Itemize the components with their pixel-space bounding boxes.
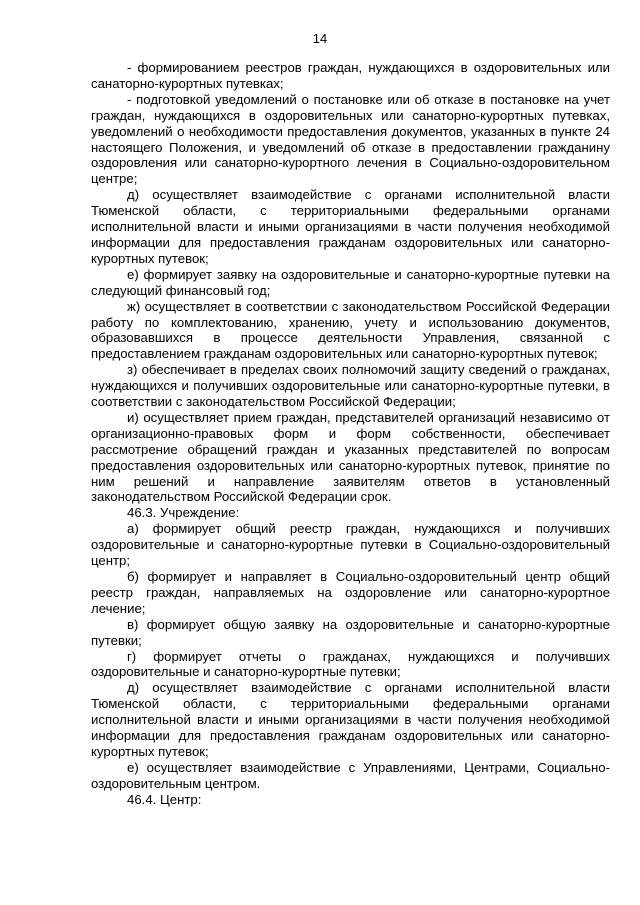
document-body <box>91 60 610 808</box>
paragraph-d-interaction-2: д) осуществляет взаимодействие с органами исполнительной власти Тюменской области, с территориальными федеральными органами исполнительной власти и иными организациями в части получения необходимой информации для предоставления гражданам оздоровительных или санаторно-курортных путевок; <box>91 680 610 759</box>
paragraph-d-interaction: д) осуществляет взаимодействие с органами исполнительной власти Тюменской области, с территориальными федеральными органами исполнительной власти и иными организациями в части получения необходимой информации для предоставления гражданам оздоровительных или санаторно-курортных путевок; <box>91 187 610 266</box>
paragraph-a-general-registry: а) формирует общий реестр граждан, нуждающихся и получивших оздоровительные и санаторно-курортные путевки в Социально-оздоровительный центр; <box>91 521 610 569</box>
paragraph-g-reports: г) формирует отчеты о гражданах, нуждающихся и получивших оздоровительные и санаторно-курортные путевки; <box>91 648 610 680</box>
paragraph-notifications: - подготовкой уведомлений о постановке или об отказе в постановке на учет граждан, нуждающихся в оздоровительных или санаторно-курортных путевках, уведомлений о необходимости предоставления документов, указанных в пункте 24 настоящего Положения, и уведомлений об отказе в предоставлении гражданину оздоровления или санаторно-курортного лечения в Социально-оздоровительном центре; <box>91 91 610 187</box>
paragraph-zh-archives: ж) осуществляет в соответствии с законодательством Российской Федерации работу по комплектованию, хранению, учету и использованию документов, образовавшихся в процессе деятельности Управления, связанной с предоставлением гражданам оздоровительных или санаторно-курортных путевок; <box>91 298 610 362</box>
paragraph-e-request: е) формирует заявку на оздоровительные и санаторно-курортные путевки на следующий финансовый год; <box>91 266 610 298</box>
paragraph-z-data-protection: з) обеспечивает в пределах своих полномочий защиту сведений о гражданах, нуждающихся и получивших оздоровительные или санаторно-курортные путевки, в соответствии с законодательством Российской Федерации; <box>91 362 610 410</box>
paragraph-registry-formation: - формированием реестров граждан, нуждающихся в оздоровительных или санаторно-курортных путевках; <box>91 60 610 91</box>
section-heading-46-3: 46.3. Учреждение: <box>127 505 240 521</box>
paragraph-i-reception: и) осуществляет прием граждан, представителей организаций независимо от организационно-правовых форм и форм собственности, обеспечивает рассмотрение обращений граждан и указанных представителей по вопросам предоставления оздоровительных или санаторно-курортных путевок, принятие по ним решений и направление заявителям ответов в установленный законодательством Российской Федерации срок. <box>91 409 610 505</box>
section-heading-46-4: 46.4. Центр: <box>127 791 202 807</box>
paragraph-v-general-request: в) формирует общую заявку на оздоровительные и санаторно-курортные путевки; <box>91 616 610 648</box>
paragraph-b-registry-sending: б) формирует и направляет в Социально-оздоровительный центр общий реестр граждан, направляемых на оздоровление или санаторно-курортное лечение; <box>91 569 610 616</box>
page-number: 14 <box>312 31 328 46</box>
paragraph-e-interaction-centers: е) осуществляет взаимодействие с Управлениями, Центрами, Социально-оздоровительным центром. <box>91 759 610 791</box>
